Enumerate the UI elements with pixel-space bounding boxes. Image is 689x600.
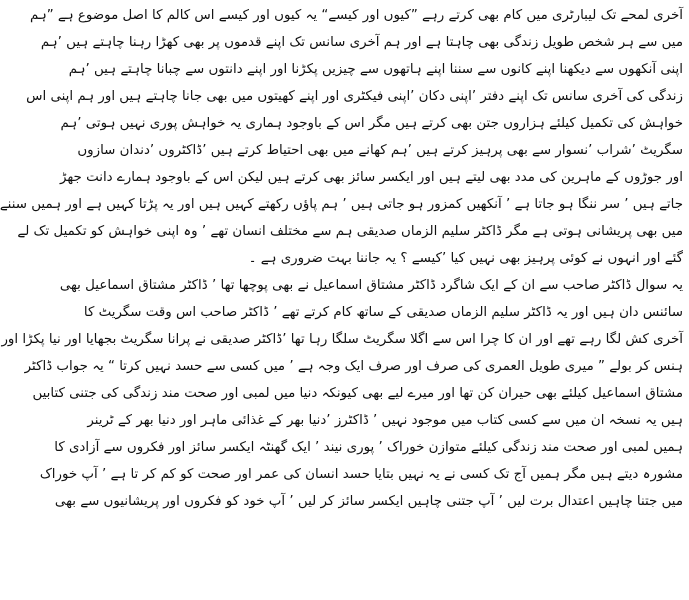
article-line: ہمیں لمبی اور صحت مند زندگی کیلئے متوازن خوراک ’ پوری نیند ’ ایک گھنٹہ ایکسر سائز اور فکروں سے آزادی کا [54,440,683,455]
article-line: خواہش کی تکمیل کیلئے ہزاروں جتن بھی کرتے ہیں مگر اس کے باوجود ہماری یہ خواہش پوری نہیں ہوتی ’ہم [60,116,683,131]
article-line: آخری لمحے تک لیبارٹری میں کام بھی کرتے رہے ”کیوں اور کیسے“ یہ کیوں اور کیسے اس کالم کا اصل موضوع ہے ”ہم [29,8,683,23]
article-line: زندگی کی آخری سانس تک اپنے دفتر ’اپنی دکان ’اپنی فیکٹری اور اپنے کھیتوں میں بھی جانا چاہتے ہیں اور ہم اپنی اس [26,89,683,104]
article-line: اور جوڑوں کے ماہرین کی مدد بھی لیتے ہیں اور ایکسر سائز بھی کرتے ہیں لیکن اس کے باوجود ہمارے دانت جھڑ [59,170,683,185]
article-line: ہیں یہ نسخہ ان میں سے کسی کتاب میں موجود نہیں ’ ڈاکٹرز ’دنیا بھر کے غذائی ماہر اور دنیا بھر کے ٹرینر [87,413,683,428]
article-line: جاتے ہیں ’ سر ننگا ہو جاتا ہے ’ آنکھیں کمزور ہو جاتی ہیں ’ ہم پاؤں رکھتے کہیں ہیں اور یہ پڑتا کہیں ہے اور ہمیں سننے [0,197,683,212]
article-line: میں سے ہر شخص طویل زندگی بھی چاہتا ہے اور ہم آخری سانس تک اپنے قدموں پر بھی کھڑا رہنا چاہتے ہیں ’ہم [40,35,683,50]
article-line: مشورہ دیتے ہیں مگر ہمیں آج تک کسی نے یہ نہیں بتایا حسد انسان کی عمر اور صحت کو کم کر تا ہے ’ آپ خوراک [39,467,683,482]
article-line: اپنی آنکھوں سے دیکھنا اپنے کانوں سے سننا اپنے ہاتھوں سے چیزیں پکڑنا اور اپنے دانتوں سے چبانا چاہتے ہیں ’ہم [68,62,683,77]
article-line: گئے اور انہوں نے کوئی پرہیز بھی نہیں کیا ’کیسے ؟ یہ جاننا بہت ضروری ہے ۔ [248,251,683,266]
article-line: میں جتنا چاہیں اعتدال برت لیں ’ آپ جتنی چاہیں ایکسر سائز کر لیں ’ آپ خود کو فکروں اور پریشانیوں سے بھی [54,494,683,509]
article-line: ہنس کر بولے ” میری طویل العمری کی صرف اور صرف ایک وجہ ہے ’ میں کسی سے حسد نہیں کرتا “ یہ جواب ڈاکٹر [24,359,683,374]
article-line: آخری کش لگا رہے تھے اور ان کا چرا اس سے اگلا سگریٹ سلگا رہا تھا ’ڈاکٹر صدیقی نے پرانا سگریٹ بجھایا اور نیا پکڑا اور [1,332,683,347]
article-line: یہ سوال ڈاکٹر صاحب سے ان کے ایک شاگرد ڈاکٹر مشتاق اسماعیل نے بھی پوچھا تھا ’ ڈاکٹر مشتاق اسماعیل بھی [59,278,683,293]
article-line: سائنس دان ہیں اور یہ ڈاکٹر سلیم الزماں صدیقی کے ساتھ کام کرتے تھے ’ ڈاکٹر صاحب اس وقت سگریٹ کا [83,305,683,320]
article-line: میں بھی پریشانی ہوتی ہے مگر ڈاکٹر سلیم الزماں صدیقی ہم سے مختلف انسان تھے ’ وہ اپنی خواہش کو تکمیل تک لے [17,224,683,239]
article-line: سگریٹ ’شراب ’نسوار سے بھی پرہیز کرتے ہیں ’ہم کھانے میں بھی احتیاط کرتے ہیں ’ڈاکٹروں ’دندان سازوں [77,143,683,158]
article-line: مشتاق اسماعیل کیلئے بھی حیران کن تھا اور میرے لیے بھی کیونکہ دنیا میں لمبی اور صحت مند زندگی کی جتنی کتابیں [32,386,683,401]
